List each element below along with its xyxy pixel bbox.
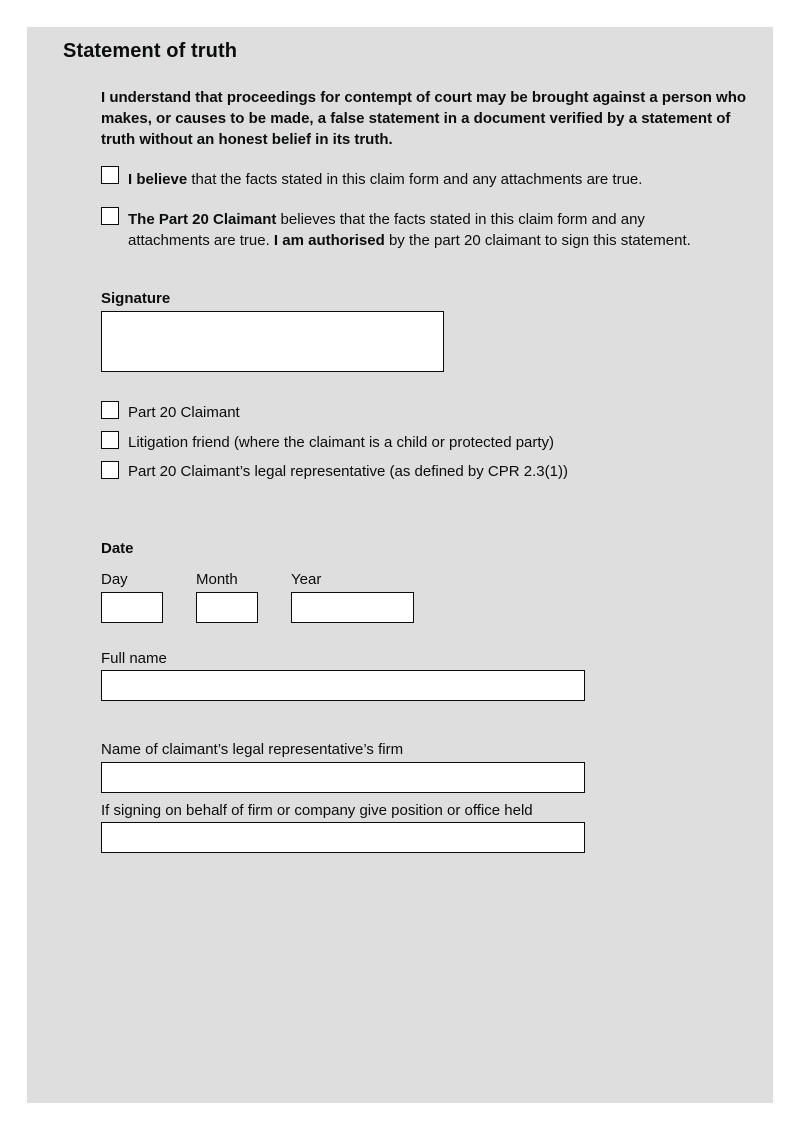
firm-name-input[interactable] (101, 762, 585, 793)
part20-believes-label (128, 209, 645, 230)
year-label: Year (291, 571, 322, 588)
part20-bold: The Part 20 Claimant (128, 211, 277, 228)
part20-text-line2: attachments are true. (128, 232, 270, 249)
part20-believes-checkbox[interactable] (101, 207, 119, 225)
date-label: Date (101, 540, 134, 557)
position-input[interactable] (101, 822, 585, 853)
contempt-warning: I understand that proceedings for contempt of court may be brought against a person who makes, or causes to be made, a false statement in a document verified by a statement of truth without an honest belief in its truth. (101, 89, 747, 148)
role-legal-representative-label: Part 20 Claimant’s legal representative (as defined by CPR 2.3(1)) (128, 463, 568, 480)
part20-text: believes that the facts stated in this claim form and any (276, 211, 645, 228)
role-part20-claimant-checkbox[interactable] (101, 401, 119, 419)
authorised-bold: I am authorised (273, 232, 385, 249)
full-name-label: Full name (101, 650, 167, 667)
role-legal-representative-checkbox[interactable] (101, 461, 119, 479)
role-litigation-friend-label: Litigation friend (where the claimant is a child or protected party) (128, 434, 555, 451)
month-input[interactable] (196, 592, 258, 623)
section-title: Statement of truth (63, 40, 238, 62)
role-part20-claimant-label: Part 20 Claimant (128, 404, 240, 421)
i-believe-text: that the facts stated in this claim form and any attachments are true. (187, 171, 643, 188)
i-believe-bold: I believe (128, 171, 188, 188)
i-believe-label (128, 169, 642, 190)
firm-name-label: Name of claimant’s legal representative’s firm (101, 741, 404, 758)
month-label: Month (196, 571, 238, 588)
signature-label: Signature (101, 290, 171, 307)
role-litigation-friend-checkbox[interactable] (101, 431, 119, 449)
signature-box[interactable] (101, 311, 444, 372)
full-name-input[interactable] (101, 670, 585, 701)
part20-believes-label-line2 (128, 230, 691, 251)
position-label: If signing on behalf of firm or company give position or office held (101, 802, 533, 819)
i-believe-checkbox[interactable] (101, 166, 119, 184)
day-input[interactable] (101, 592, 163, 623)
day-label: Day (101, 571, 128, 588)
authorised-text: by the part 20 claimant to sign this statement. (384, 232, 691, 249)
year-input[interactable] (291, 592, 414, 623)
